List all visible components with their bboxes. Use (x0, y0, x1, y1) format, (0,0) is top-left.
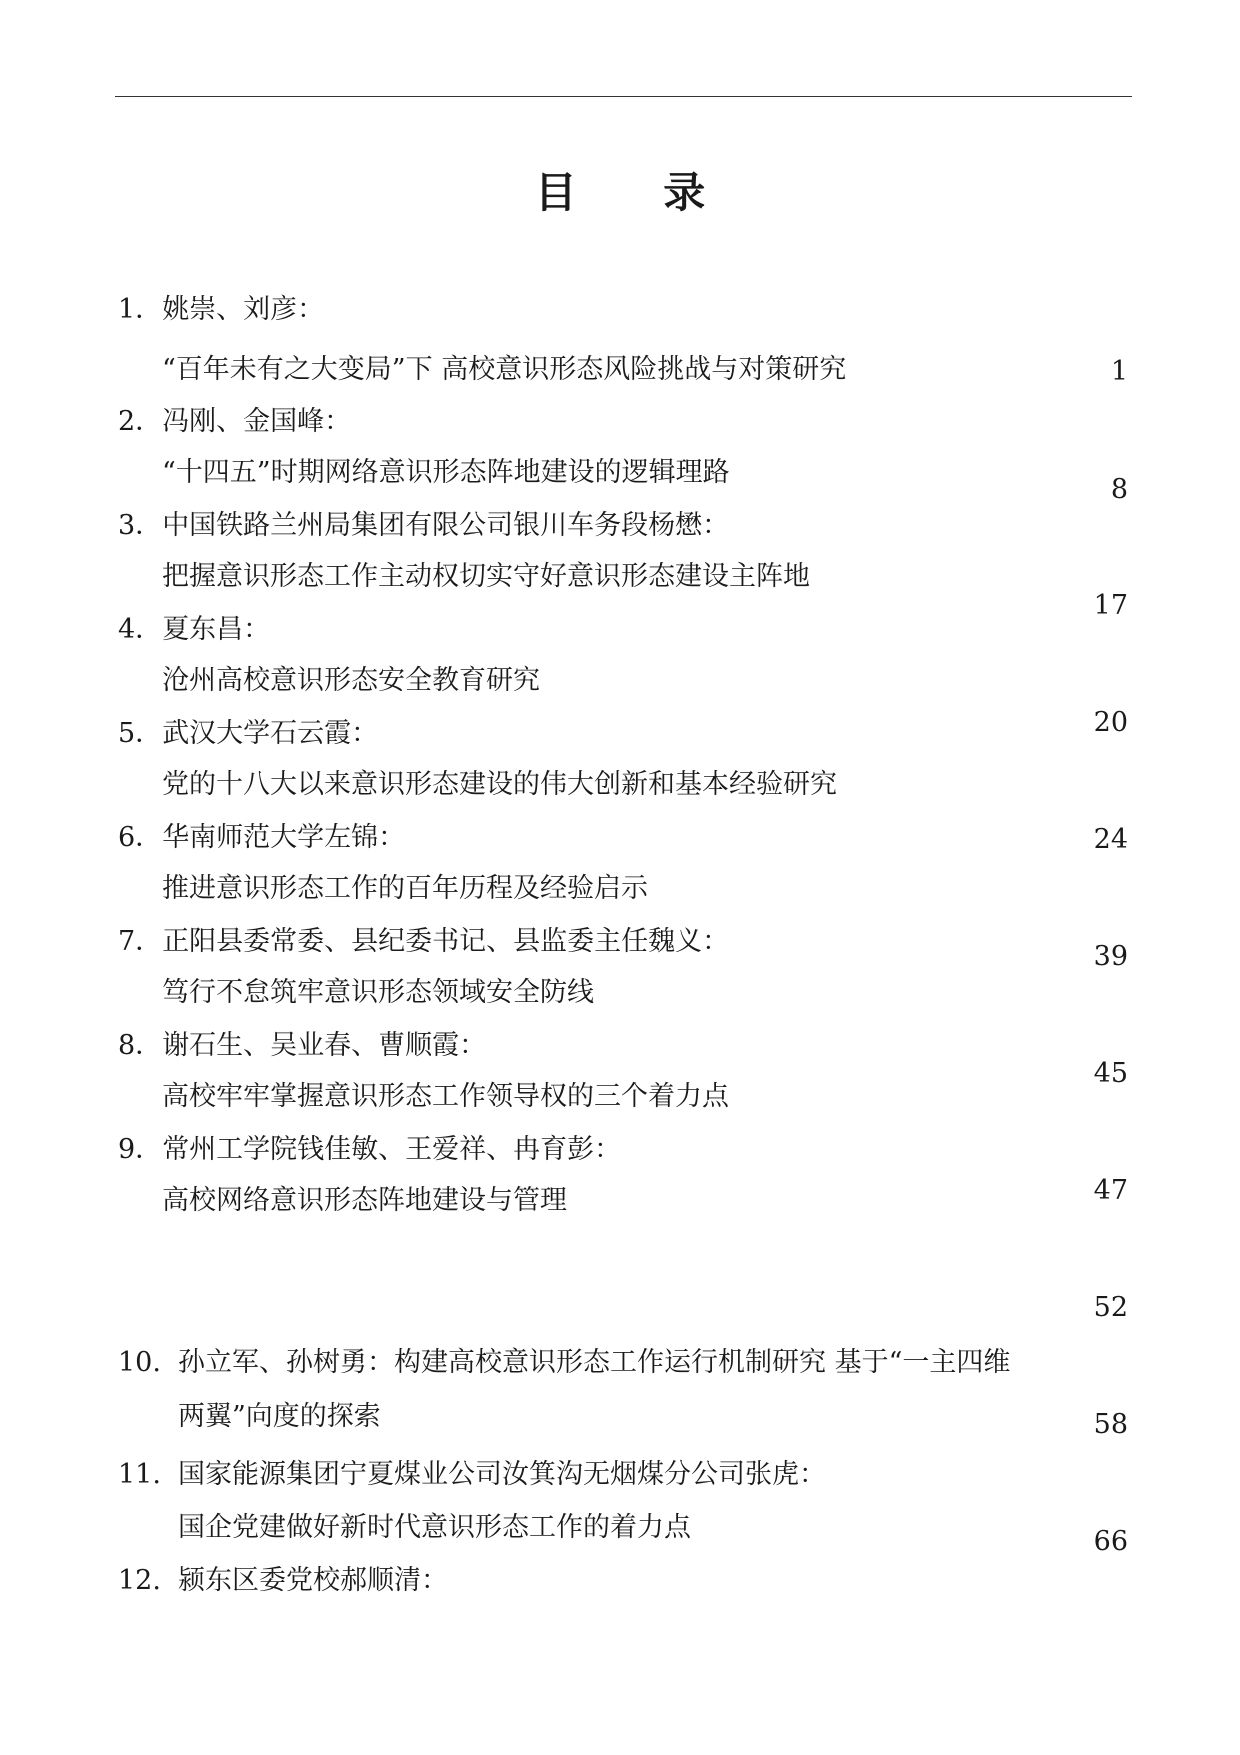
toc-entry-title: 推进意识形态工作的百年历程及经验启示 (162, 873, 648, 904)
toc-entry-title: “百年未有之大变局”下 高校意识形态风险挑战与对策研究 (162, 354, 847, 385)
toc-entry-title: 高校网络意识形态阵地建设与管理 (162, 1185, 567, 1216)
toc-page-number: 58 (1093, 1409, 1128, 1440)
toc-page-number: 66 (1093, 1526, 1128, 1557)
toc-entry-title: 沧州高校意识形态安全教育研究 (162, 665, 540, 696)
toc-page-number: 52 (1093, 1292, 1128, 1323)
toc-page-number: 39 (1093, 941, 1128, 972)
toc-entry-author: 9．常州工学院钱佳敏、王爱祥、冉育彭： (118, 1134, 622, 1165)
toc-entry-author: 7．正阳县委常委、县纪委书记、县监委主任魏义： (118, 926, 730, 957)
toc-entry-author: 3．中国铁路兰州局集团有限公司银川车务段杨懋： (118, 510, 730, 541)
header-rule (115, 96, 1132, 97)
toc-page-number: 1 (1110, 356, 1128, 387)
toc-entry-title: 高校牢牢掌握意识形态工作领导权的三个着力点 (162, 1081, 729, 1112)
toc-page-number: 20 (1093, 707, 1128, 738)
toc-entry-title: 把握意识形态工作主动权切实守好意识形态建设主阵地 (162, 561, 810, 592)
toc-entry-author: 11. 国家能源集团宁夏煤业公司汝箕沟无烟煤分公司张虎： (118, 1459, 826, 1490)
page-title: 目 录 (534, 168, 742, 217)
toc-entry-title: 笃行不怠筑牢意识形态领域安全防线 (162, 977, 594, 1008)
toc-entry-author: 4．夏东昌： (118, 614, 271, 645)
toc-entry-author: 2．冯刚、金国峰： (118, 406, 352, 437)
toc-entry-author: 8．谢石生、吴业春、曹顺霞： (118, 1030, 487, 1061)
toc-entry-author: 12. 颍东区委党校郝顺清： (118, 1565, 448, 1596)
toc-entry-title: “十四五”时期网络意识形态阵地建设的逻辑理路 (162, 457, 730, 488)
toc-entry-author: 6．华南师范大学左锦： (118, 822, 406, 853)
toc-entry-author: 10. 孙立军、孙树勇：构建高校意识形态工作运行机制研究 基于“一主四维 (118, 1347, 1011, 1378)
toc-entry-author: 5．武汉大学石云霞： (118, 718, 379, 749)
toc-entry-title: 两翼”向度的探索 (178, 1401, 381, 1432)
toc-page-number: 24 (1093, 824, 1128, 855)
toc-page-number: 8 (1110, 474, 1128, 505)
toc-entry-title: 国企党建做好新时代意识形态工作的着力点 (178, 1512, 691, 1543)
toc-page-number: 17 (1093, 590, 1128, 621)
toc-page-number: 45 (1093, 1058, 1128, 1089)
toc-page-number: 47 (1093, 1175, 1128, 1206)
toc-entry-author: 1．姚崇、刘彦： (118, 294, 325, 325)
toc-entry-title: 党的十八大以来意识形态建设的伟大创新和基本经验研究 (162, 769, 837, 800)
